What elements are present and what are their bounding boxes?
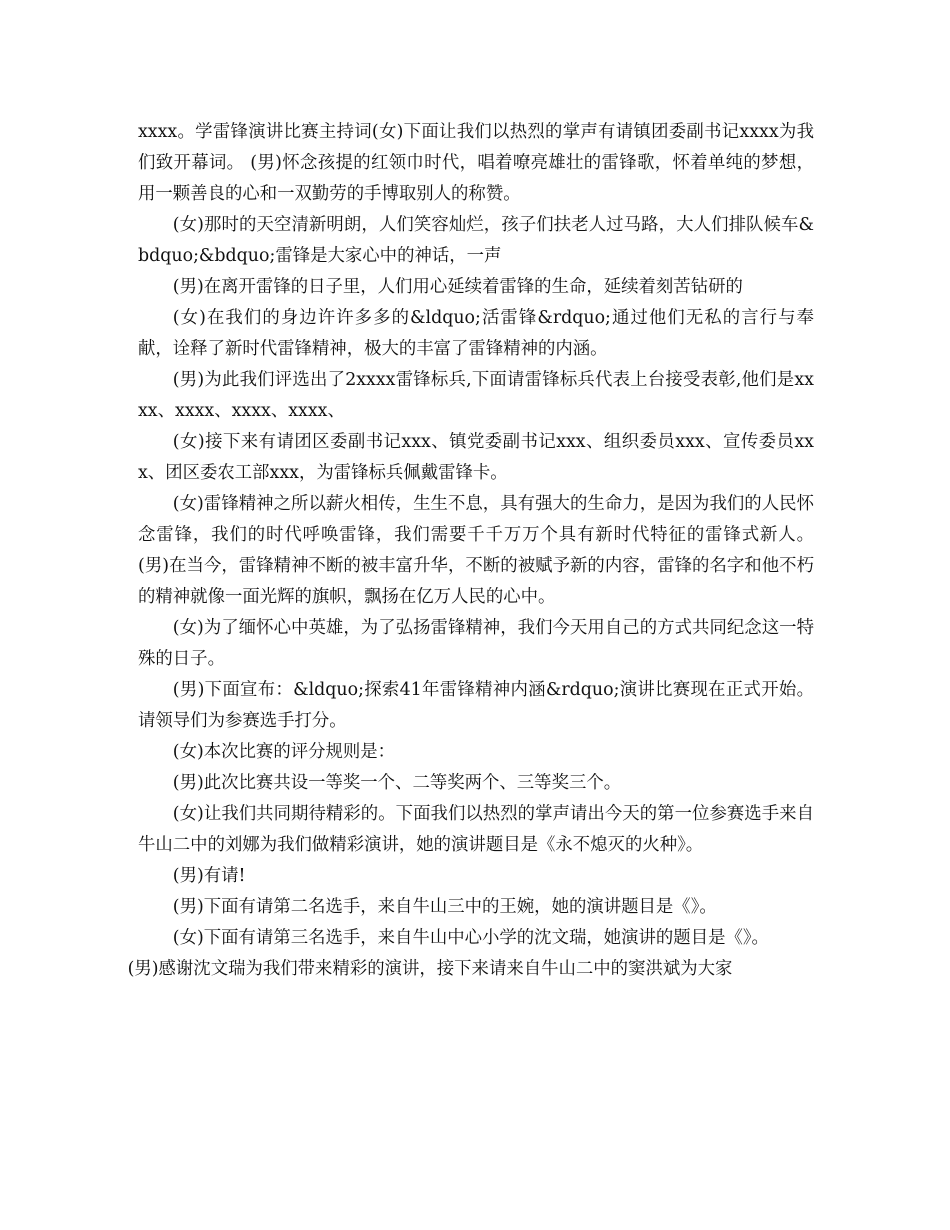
- document-body: [127, 117, 814, 985]
- paragraph-8: (女)为了缅怀心中英雄，为了弘扬雷锋精神，我们今天用自己的方式共同纪念这一特殊的日子。: [138, 618, 814, 669]
- paragraph-15: (女)下面有请第三名选手，来自牛山中心小学的沈文瑞，她演讲的题目是《》。: [172, 928, 769, 948]
- paragraph-14: (男)下面有请第二名选手，来自牛山三中的王婉，她的演讲题目是《》。: [172, 897, 717, 917]
- paragraph-3: (男)在离开雷锋的日子里，人们用心延续着雷锋的生命，延续着刻苦钻研的: [172, 277, 743, 297]
- paragraph-7: (女)雷锋精神之所以薪火相传，生生不息，具有强大的生命力，是因为我们的人民怀念雷锋，我们的时代呼唤雷锋，我们需要千千万万个具有新时代特征的雷锋式新人。 (男)在当今，雷锋精神不断的被丰富升华，不断的被赋予新的内容，雷锋的名字和他不朽的精神就像一面光辉的旗帜，飘扬在亿万人民的心中。: [138, 494, 814, 607]
- paragraph-4: (女)在我们的身边许许多多的&ldquo;活雷锋&rdquo;通过他们无私的言行与奉献，诠释了新时代雷锋精神，极大的丰富了雷锋精神的内涵。: [138, 308, 814, 359]
- paragraph-11: (男)此次比赛共设一等奖一个、二等奖两个、三等奖三个。: [172, 773, 622, 793]
- paragraph-2: (女)那时的天空清新明朗，人们笑容灿烂，孩子们扶老人过马路，大人们排队候车&bdquo;&bdquo;雷锋是大家心中的神话，一声: [138, 215, 814, 266]
- paragraph-12: (女)让我们共同期待精彩的。下面我们以热烈的掌声请出今天的第一位参赛选手来自牛山二中的刘娜为我们做精彩演讲，她的演讲题目是《永不熄灭的火种》。: [138, 804, 814, 855]
- paragraph-16: (男)感谢沈文瑞为我们带来精彩的演讲，接下来请来自牛山二中的窦洪斌为大家: [127, 959, 733, 979]
- paragraph-5: (男)为此我们评选出了2xxxx雷锋标兵,下面请雷锋标兵代表上台接受表彰,他们是xxxx、xxxx、xxxx、xxxx、: [138, 370, 814, 421]
- paragraph-6: (女)接下来有请团区委副书记xxx、镇党委副书记xxx、组织委员xxx、宣传委员xxx、团区委农工部xxx，为雷锋标兵佩戴雷锋卡。: [138, 432, 814, 483]
- paragraph-10: (女)本次比赛的评分规则是：: [172, 742, 396, 762]
- paragraph-1: xxxx。学雷锋演讲比赛主持词(女)下面让我们以热烈的掌声有请镇团委副书记xxxx为我们致开幕词。 (男)怀念孩提的红领巾时代，唱着嘹亮雄壮的雷锋歌，怀着单纯的梦想，用一颗善良的心和一双勤劳的手博取别人的称赞。: [138, 122, 814, 204]
- paragraph-9: (男)下面宣布：&ldquo;探索41年雷锋精神内涵&rdquo;演讲比赛现在正式开始。请领导们为参赛选手打分。: [138, 680, 814, 731]
- paragraph-13: (男)有请!: [172, 866, 246, 886]
